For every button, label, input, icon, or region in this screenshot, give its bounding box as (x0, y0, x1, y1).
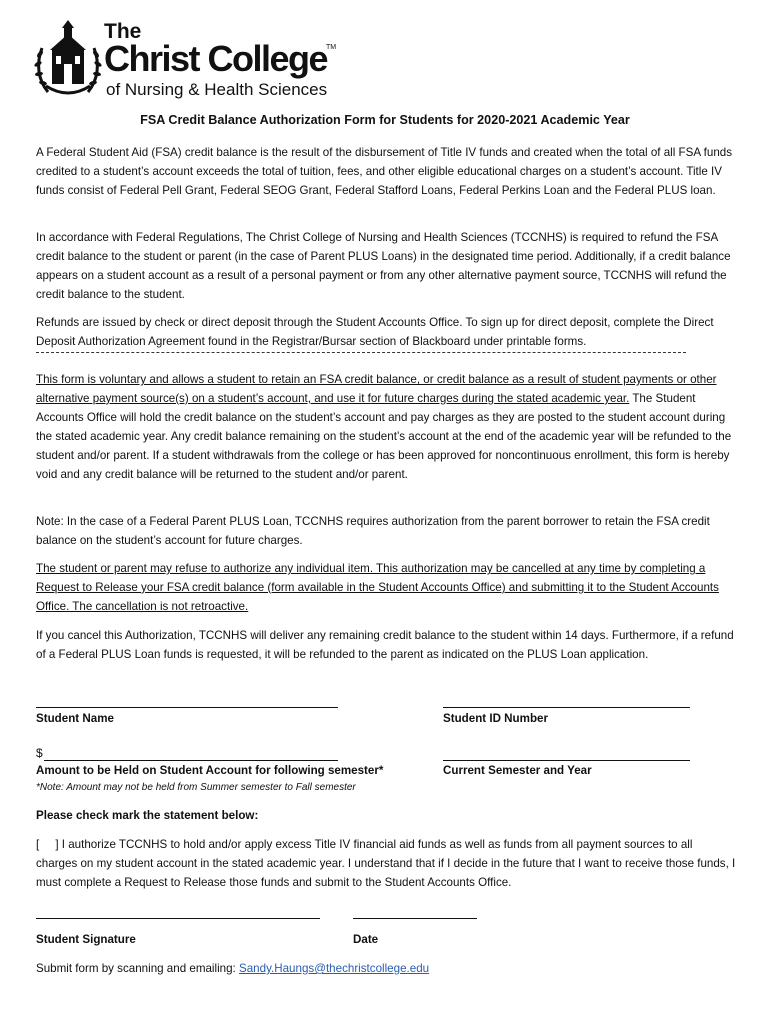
paragraph-parent-plus-note: Note: In the case of a Federal Parent PLUS Loan, TCCNHS requires authorization from the parent borrower to retain the FSA credit balance on the student’s account for future charges. (36, 515, 710, 547)
dollar-sign: $ (36, 746, 43, 760)
voluntary-underlined-text: This form is voluntary and allows a student to retain an FSA credit balance, or credit balance as a result of student payments or other alternative payment source(s) on a student’s account, and use it for future charges during the stated academic year. (36, 373, 717, 405)
college-logo (34, 20, 344, 102)
paragraph-voluntary-form (36, 371, 736, 484)
amount-note: *Note: Amount may not be held from Summer semester to Fall semester (36, 782, 356, 793)
semester-line[interactable] (443, 760, 690, 761)
logo-subtitle: of Nursing & Health Sciences (106, 80, 328, 99)
logo-college-name: Christ College (104, 38, 328, 79)
student-id-line[interactable] (443, 707, 690, 708)
student-name-line[interactable] (36, 707, 338, 708)
submit-email-link[interactable]: Sandy.Haungs@thechristcollege.edu (239, 962, 430, 975)
logo-the-text: The (104, 20, 142, 43)
paragraph-cancel-authorization: If you cancel this Authorization, TCCNHS will deliver any remaining credit balance to the student within 14 days. Furthermore, if a refund of a Federal PLUS Loan funds is requested, it will be refunded to the parent as indicated on the PLUS Loan application. (36, 629, 734, 661)
logo-trademark: TM (326, 44, 337, 51)
voluntary-rest-text: The Student Accounts Office will hold the credit balance on the student’s account and pay charges as they are posted to the student account during the stated academic year. Any credit balance remaining on the student’s account at the end of the academic year will be refunded to the student and/or parent. If a student withdrawals from the college or has been approved for noncontinuous enrollment, this form is hereby void and any credit balance will be returned to the student and/or parent. (36, 391, 732, 481)
authorization-statement (36, 836, 736, 893)
form-title: FSA Credit Balance Authorization Form for Students for 2020-2021 Academic Year (140, 113, 630, 127)
submit-text: Submit form by scanning and emailing: (36, 962, 239, 975)
amount-label: Amount to be Held on Student Account for following semester* (36, 764, 384, 777)
paragraph-refuse-authorization: The student or parent may refuse to authorize any individual item. This authorization may be cancelled at any time by completing a Request to Release your FSA credit balance (form available in the Student Accounts Office) and submitting it to the Student Accounts Office. The cancellation is not retroactive. (36, 562, 719, 613)
authorization-statement-text: I authorize TCCNHS to hold and/or apply excess Title IV financial aid funds as well as funds from all payment sources to all charges on my student account in the stated academic year. I understand that if I decide in the future that I want to receive those funds, I must complete a Request to Release those funds and submit to the Student Accounts Office. (36, 838, 736, 889)
student-id-label: Student ID Number (443, 712, 548, 725)
dashed-separator (36, 352, 686, 357)
amount-line[interactable] (44, 760, 338, 761)
paragraph-refunds: Refunds are issued by check or direct deposit through the Student Accounts Office. To sign up for direct deposit, complete the Direct Deposit Authorization Agreement found in the Registrar/Bursar section of Blackboard under printable forms. (36, 316, 714, 348)
submit-instructions (36, 962, 429, 975)
student-name-label: Student Name (36, 712, 114, 725)
paragraph-fsa-definition: A Federal Student Aid (FSA) credit balance is the result of the disbursement of Title IV funds and created when the total of all FSA funds credited to a student’s account exceeds the total of tuition, fees, and other eligible educational charges on a student’s account. Title IV funds consist of Federal Pell Grant, Federal SEOG Grant, Federal Stafford Loans, Federal Perkins Loan and the Federal PLUS loan. (36, 146, 733, 197)
date-label: Date (353, 933, 379, 946)
paragraph-federal-regulations: In accordance with Federal Regulations, The Christ College of Nursing and Health Sciences (TCCNHS) is required to refund the FSA credit balance to the student or parent (in the case of Parent PLUS Loans) in the designated time period. Additionally, if a credit balance appears on a student account as a result of a personal payment or from any other alternative payment source, TCCNHS will refund the credit balance to the student. (36, 231, 731, 301)
check-heading: Please check mark the statement below: (36, 809, 259, 822)
authorization-checkbox[interactable]: [ ] (36, 838, 59, 851)
signature-line[interactable] (36, 918, 320, 919)
date-line[interactable] (353, 918, 477, 919)
crest-with-laurel-and-building-icon (34, 20, 102, 100)
semester-label: Current Semester and Year (443, 764, 592, 777)
signature-label: Student Signature (36, 933, 136, 946)
